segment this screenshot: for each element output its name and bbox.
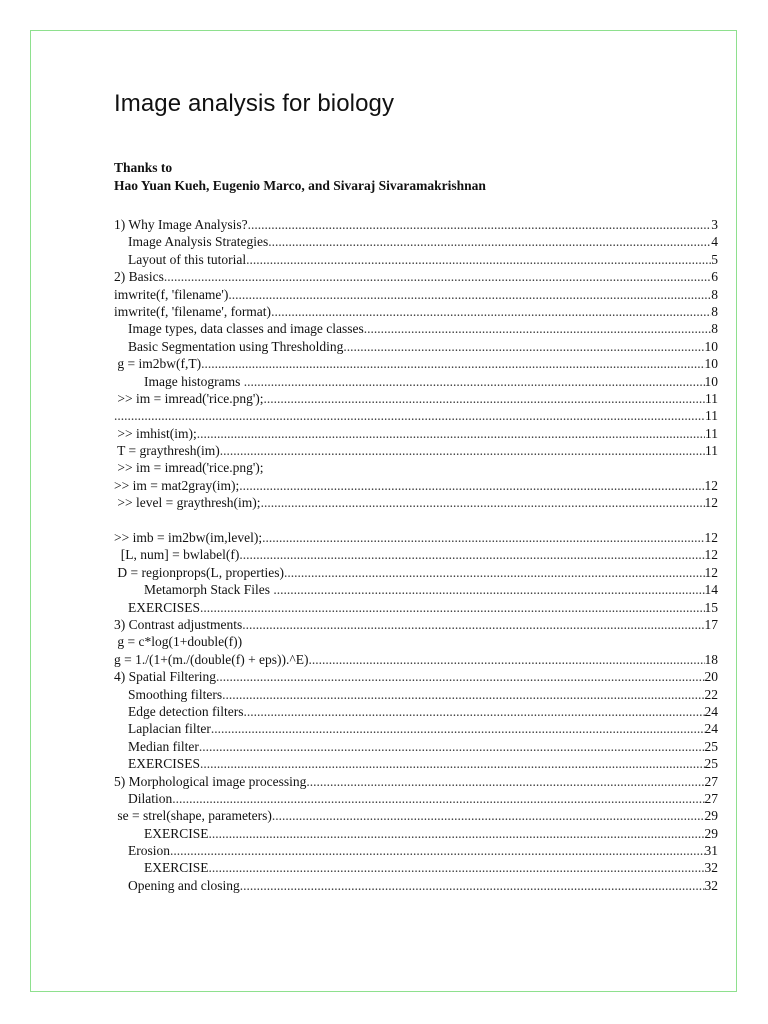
toc-entry-page: 11 xyxy=(705,425,718,441)
acknowledgements xyxy=(114,159,486,195)
toc-leader-dots xyxy=(197,425,705,442)
toc-entry-label: Metamorph Stack Files xyxy=(144,582,274,598)
toc-leader-dots xyxy=(246,251,711,268)
toc-entry-label: >> im = imread('rice.png'); xyxy=(114,390,264,406)
toc-leader-dots xyxy=(364,320,711,337)
toc-entry-label: Erosion xyxy=(128,843,170,859)
toc-entry-label: Layout of this tutorial xyxy=(128,251,247,267)
toc-entry-page: 29 xyxy=(704,825,718,841)
toc-leader-dots xyxy=(271,303,711,320)
toc-entry[interactable] xyxy=(114,320,718,337)
toc-entry-label: 3) Contrast adjustments xyxy=(114,616,243,632)
toc-leader-dots xyxy=(211,720,705,737)
toc-entry[interactable] xyxy=(114,407,718,424)
toc-entry[interactable] xyxy=(114,303,718,320)
toc-entry-page: 4 xyxy=(711,234,718,250)
toc-entry[interactable] xyxy=(114,338,718,355)
toc-entry[interactable] xyxy=(114,425,718,442)
toc-entry-page: 22 xyxy=(704,686,718,702)
toc-entry-label: Median filter xyxy=(128,738,199,754)
toc-entry[interactable] xyxy=(114,703,718,720)
toc-entry[interactable] xyxy=(114,268,718,285)
toc-entry-page: 12 xyxy=(704,547,718,563)
toc-entry-page: 3 xyxy=(711,217,718,232)
toc-entry-page: 12 xyxy=(704,530,718,546)
toc-entry-page: 24 xyxy=(704,721,718,737)
toc-entry[interactable] xyxy=(114,286,718,303)
toc-entry-label: 4) Spatial Filtering xyxy=(114,669,216,685)
toc-leader-dots xyxy=(261,494,705,511)
toc-entry[interactable] xyxy=(114,842,718,859)
document-title: Image analysis for biology xyxy=(114,90,395,117)
toc-entry[interactable] xyxy=(114,877,718,894)
toc-entry-label: 2) Basics xyxy=(114,269,164,285)
toc-entry-page: 29 xyxy=(704,808,718,824)
toc-entry[interactable] xyxy=(114,390,718,407)
toc-leader-dots xyxy=(228,286,711,303)
toc-entry-page: 32 xyxy=(704,877,718,893)
toc-entry-page: 17 xyxy=(704,616,718,632)
toc-entry-label: D = regionprops(L, properties) xyxy=(114,564,284,580)
toc-entry-page: 14 xyxy=(704,582,718,598)
toc-entry-page: 11 xyxy=(705,443,718,459)
toc-entry-label: Basic Segmentation using Thresholding xyxy=(128,338,344,354)
toc-entry[interactable] xyxy=(114,233,718,250)
toc-entry-page: 8 xyxy=(711,286,718,302)
toc-entry-label: se = strel(shape, parameters) xyxy=(114,808,272,824)
toc-entry-label: Edge detection filters xyxy=(128,703,244,719)
toc-entry-label: EXERCISE xyxy=(144,860,209,876)
toc-entry[interactable] xyxy=(114,373,718,390)
thanks-heading: Thanks to xyxy=(114,160,173,175)
toc-leader-dots xyxy=(220,442,705,459)
toc-entry-page: 8 xyxy=(711,303,718,319)
toc-leader-dots xyxy=(244,373,705,390)
toc-entry-label: >> imb = im2bw(im,level); xyxy=(114,530,263,546)
toc-entry[interactable] xyxy=(114,529,718,546)
toc-entry-label: EXERCISES xyxy=(128,599,201,615)
toc-entry-label: [L, num] = bwlabel(f) xyxy=(114,547,240,563)
toc-entry[interactable] xyxy=(114,825,718,842)
toc-leader-dots xyxy=(343,338,704,355)
toc-entry-page: 11 xyxy=(705,408,718,424)
toc-entry[interactable] xyxy=(114,651,718,668)
toc-entry-label: T = graythresh(im) xyxy=(114,443,220,459)
toc-leader-dots xyxy=(201,355,704,372)
toc-entry-label: >> imhist(im); xyxy=(114,425,197,441)
toc-entry-page: 27 xyxy=(704,773,718,789)
toc-entry[interactable] xyxy=(114,616,718,633)
toc-entry-page: 10 xyxy=(704,356,718,372)
toc-entry[interactable] xyxy=(114,442,718,459)
toc-entry-label: g = 1./(1+(m./(double(f) + eps)).^E) xyxy=(114,651,309,667)
toc-entry[interactable] xyxy=(114,859,718,876)
toc-leader-dots xyxy=(216,668,705,685)
toc-spacer xyxy=(114,512,718,529)
toc-leader-dots xyxy=(262,529,704,546)
toc-entry[interactable] xyxy=(114,459,718,476)
toc-leader-dots xyxy=(242,616,704,633)
toc-entry[interactable] xyxy=(114,581,718,598)
toc-entry-page: 12 xyxy=(704,477,718,493)
toc-leader-dots xyxy=(284,564,705,581)
toc-entry[interactable] xyxy=(114,546,718,563)
toc-entry-page: 8 xyxy=(711,321,718,337)
toc-entry-label: 5) Morphological image processing xyxy=(114,773,307,789)
toc-entry-label: imwrite(f, 'filename', format) xyxy=(114,303,272,319)
toc-leader-dots xyxy=(170,842,705,859)
toc-entry-page: 27 xyxy=(704,790,718,806)
toc-leader-dots xyxy=(248,216,712,233)
toc-entry-page: 32 xyxy=(704,860,718,876)
toc-entry[interactable] xyxy=(114,686,718,703)
toc-leader-dots xyxy=(209,825,705,842)
toc-leader-dots xyxy=(200,755,704,772)
toc-entry-page: 6 xyxy=(711,269,718,285)
toc-entry-label: >> im = imread('rice.png'); xyxy=(114,460,264,476)
toc-leader-dots xyxy=(268,233,711,250)
toc-entry[interactable] xyxy=(114,633,718,650)
toc-entry[interactable] xyxy=(114,216,718,233)
toc-leader-dots xyxy=(199,738,705,755)
toc-entry-label: Smoothing filters xyxy=(128,686,223,702)
toc-leader-dots xyxy=(114,407,705,424)
toc-entry[interactable] xyxy=(114,477,718,494)
toc-leader-dots xyxy=(239,546,704,563)
toc-leader-dots xyxy=(172,790,704,807)
toc-leader-dots xyxy=(209,859,705,876)
toc-entry-label: Image Analysis Strategies xyxy=(128,234,269,250)
toc-leader-dots xyxy=(272,807,705,824)
toc-entry-label: g = c*log(1+double(f)) xyxy=(114,634,243,650)
toc-entry-page: 18 xyxy=(704,651,718,667)
toc-entry-label: 1) Why Image Analysis? xyxy=(114,217,248,232)
toc-entry-page: 25 xyxy=(704,738,718,754)
toc-entry-page: 10 xyxy=(704,338,718,354)
toc-leader-dots xyxy=(264,390,705,407)
toc-entry-label: Laplacian filter xyxy=(128,721,211,737)
toc-entry-page: 20 xyxy=(704,669,718,685)
toc-entry-label: imwrite(f, 'filename') xyxy=(114,286,229,302)
table-of-contents xyxy=(114,216,718,894)
toc-entry-page: 11 xyxy=(705,390,718,406)
toc-leader-dots xyxy=(222,686,704,703)
toc-entry[interactable] xyxy=(114,720,718,737)
toc-entry-label: EXERCISE xyxy=(144,825,209,841)
toc-entry-page: 12 xyxy=(704,564,718,580)
toc-leader-dots xyxy=(306,773,704,790)
toc-entry-label: EXERCISES xyxy=(128,756,201,772)
toc-entry[interactable] xyxy=(114,668,718,685)
toc-leader-dots xyxy=(243,703,704,720)
toc-entry[interactable] xyxy=(114,564,718,581)
toc-leader-dots xyxy=(164,268,711,285)
toc-entry[interactable] xyxy=(114,807,718,824)
toc-leader-dots xyxy=(309,651,705,668)
toc-entry[interactable] xyxy=(114,355,718,372)
toc-entry-page: 31 xyxy=(704,843,718,859)
toc-leader-dots xyxy=(200,599,704,616)
toc-entry-page: 10 xyxy=(704,373,718,389)
toc-entry-label: >> im = mat2gray(im); xyxy=(114,477,240,493)
toc-entry[interactable] xyxy=(114,755,718,772)
toc-entry-label: Image histograms xyxy=(144,373,244,389)
toc-entry-page: 12 xyxy=(704,495,718,511)
toc-entry-label: g = im2bw(f,T) xyxy=(114,356,202,372)
toc-entry-page: 5 xyxy=(711,251,718,267)
toc-entry[interactable] xyxy=(114,494,718,511)
toc-entry[interactable] xyxy=(114,599,718,616)
toc-leader-dots xyxy=(240,877,705,894)
toc-entry-page: 25 xyxy=(704,756,718,772)
toc-entry-label: Opening and closing xyxy=(128,877,240,893)
toc-entry-page: 15 xyxy=(704,599,718,615)
toc-entry[interactable] xyxy=(114,738,718,755)
toc-entry[interactable] xyxy=(114,773,718,790)
toc-entry-label: Image types, data classes and image classes xyxy=(128,321,364,337)
toc-entry[interactable] xyxy=(114,790,718,807)
toc-leader-dots xyxy=(273,581,704,598)
toc-entry-label: >> level = graythresh(im); xyxy=(114,495,261,511)
toc-entry-page: 24 xyxy=(704,703,718,719)
toc-entry-label: Dilation xyxy=(128,790,173,806)
toc-entry[interactable] xyxy=(114,251,718,268)
toc-leader-dots xyxy=(239,477,704,494)
thanks-names: Hao Yuan Kueh, Eugenio Marco, and Sivaraj Sivaramakrishnan xyxy=(114,178,486,193)
